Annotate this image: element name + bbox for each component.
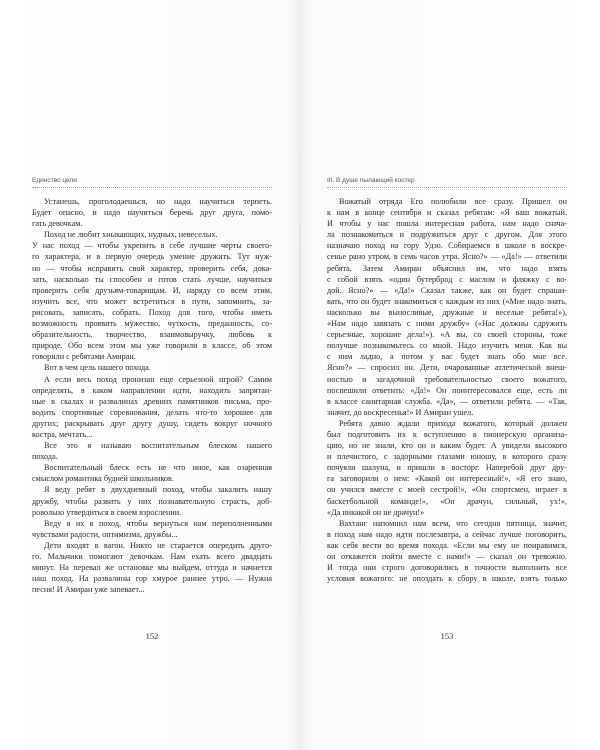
text-line: к нам в конце сентября и сказал ребятам: «Я ваш вожатый. bbox=[327, 208, 567, 218]
text-line: значит, до воскресенья!» И Амиран ушел. bbox=[327, 407, 474, 417]
text-line: говорили с ребятами Амиран. bbox=[32, 352, 136, 362]
text-line: условия вожатого: не опоздать к сбору в школе, взять только bbox=[327, 574, 567, 584]
text-line: с собой взять «один бутерброд с маслом и фляжку с во- bbox=[327, 274, 567, 284]
text-line: смыслом романтика будней школьников. bbox=[32, 474, 174, 484]
text-line: костра, мечтать... bbox=[32, 429, 93, 439]
text-line: гать девочкам. bbox=[32, 219, 83, 229]
text-line: Будет опасно, и надо научиться беречь друг друга, помо- bbox=[32, 208, 272, 218]
text-line: дой. Ясно?» — «Да!» Сказал также, как он будет спраши- bbox=[327, 285, 567, 295]
text-line: образительность, творчество, взаимовыручку, любовь к bbox=[32, 330, 272, 340]
text-line: серьезные, хорошие дела!»). «А вы, со своей стороны, тоже bbox=[327, 330, 567, 340]
left-page bbox=[32, 176, 272, 641]
text-line: наш поход. На развалины гор хмурое раннее утро. — Нужна bbox=[32, 574, 272, 584]
text-line: ные в скалах и развалинах древних памятников письма, про- bbox=[32, 396, 272, 406]
text-line: Устанешь, проголодаешься, но надо научиться терпеть. bbox=[44, 197, 272, 206]
text-line: возможность проявить мужество, чуткость, преданность, со- bbox=[32, 319, 272, 329]
text-line: Вожатый отряда Его полюбили все сразу. Пришел он bbox=[339, 197, 567, 206]
text-line: сенье рано утром, в семь часов утра. Ясно?» — «Да!» — ответили bbox=[327, 252, 567, 262]
text-line: чувствами радости, оптимизма, дружбы... bbox=[32, 529, 178, 539]
text-line: цию, но не знали, кто он и каким будет. А увидели высокого bbox=[327, 441, 567, 451]
text-line: Воспитательный блеск есть не что иное, как озаренная bbox=[44, 463, 272, 473]
text-line: был подготовить их к вступлению в пионерскую организа- bbox=[327, 429, 567, 439]
page-number-right: 153 bbox=[440, 631, 454, 641]
text-line: «Да никакой он не драчун!» bbox=[327, 507, 425, 517]
text-line: «Нам надо завязать с ними дружбу» («Нас должны сдружить bbox=[327, 319, 567, 329]
text-line: И чтобы у нас пошла интересная работа, нам надо снача- bbox=[327, 219, 567, 229]
text-line: Вот в чем цель нашего похода. bbox=[44, 363, 151, 373]
text-line: минут. На перевал же остановке мы выйдем, оттуда и начнется bbox=[32, 563, 272, 573]
text-line: го. Мальчики помогают девочкам. Нам ехать всего двадцать bbox=[32, 552, 272, 561]
text-line: Веду я их в поход, чтобы вернуться нам переполненными bbox=[44, 518, 272, 528]
left-page-text bbox=[32, 196, 272, 595]
text-line: дружбу, чтобы развить у них познавательную страсть, доб- bbox=[32, 496, 272, 506]
page-number-left: 152 bbox=[145, 631, 159, 641]
text-line: песня! И Амиран уже запевает... bbox=[32, 585, 145, 595]
running-head-right: III. В душе пылающий костер bbox=[327, 176, 567, 188]
text-line: вать, что он будет знакомиться с каждым из них («Мне надо знать, bbox=[327, 296, 567, 306]
text-line: баскетбольной команде!», «Он драчун, сильный, ух!», bbox=[327, 496, 567, 506]
text-line: Вахтанг напомнил нам всем, что сегодня пятница, значит, bbox=[339, 518, 567, 528]
text-line: Все это я называю воспитательным блеском нашего bbox=[44, 441, 272, 451]
text-line: Поход не любит хныкающих, нудных, невеселых. bbox=[44, 230, 218, 240]
text-line: определять, в каком направлении идти, находить запрятан- bbox=[32, 385, 272, 395]
text-line: Дети входят в вагон. Никто не старается опередить друго- bbox=[44, 540, 272, 550]
text-line: Ясно?» — спросил он. Дети, очарованные атлетической внеш- bbox=[327, 363, 567, 373]
text-line: он откажется пойти вместе с нами!» — сказал он тревожно. bbox=[327, 552, 567, 561]
text-line: ностью и загадочной требовательностью своего вожатого, bbox=[327, 374, 567, 384]
text-line: А если весь поход пронизан еще серьезной игрой? Самим bbox=[44, 374, 272, 384]
text-line: получше познакомьтесь со мной. Надо изучить меня. Как вы bbox=[327, 341, 567, 351]
text-line: водить спортивные соревнования, делать что-то хорошее для bbox=[32, 407, 272, 417]
text-line: природе. Обо всем этом мы уже говорили в классе, об этом bbox=[32, 341, 272, 351]
text-line: ребята. Затем Амиран объяснил им, что надо взять bbox=[327, 263, 567, 273]
text-line: но — чтобы исправить свой характер, проверить себя, дока- bbox=[32, 263, 272, 273]
text-line: изучить все, что может встретиться в пути, запомнить, за- bbox=[32, 296, 272, 306]
text-line: ла познакомиться и подружиться друг с другом. Для этого bbox=[327, 230, 567, 240]
text-line: он учился вместе с моей сестрой!», «Он спортсмен, играет в bbox=[327, 485, 567, 495]
text-line: И тогда они строго договорились в точности выполнить все bbox=[327, 563, 567, 573]
right-page bbox=[327, 176, 567, 641]
text-line: как себя вести во время похода. «Если мы ему не понравимся, bbox=[327, 540, 567, 550]
text-line: почуяли шалуна, и пришли в восторг. Наперебой друг дру- bbox=[327, 463, 567, 473]
text-line: в поход нам надо идти послезавтра, а сейчас лучше поговорить, bbox=[327, 529, 567, 539]
text-line: Ребята давно ждали прихода вожатого, который должен bbox=[339, 418, 567, 428]
text-line: У нас поход — чтобы укрепить в себе лучшие черты своего- bbox=[32, 241, 272, 251]
book-gutter bbox=[299, 150, 301, 620]
text-line: го характера, и в первую очередь умение дружить. Тут нуж- bbox=[32, 252, 272, 262]
text-line: проверить себя друзьям-товарищам. И, наряду со всем этим, bbox=[32, 285, 272, 295]
text-line: насколько вы выносливые, дружные и веселые ребята!»), bbox=[327, 307, 567, 317]
right-page-text bbox=[327, 196, 567, 584]
text-line: в классе санитарная служба. «Да», — ответили ребята. — «Так, bbox=[327, 396, 567, 406]
text-line: назначаю поход на гору Удзо. Собираемся в школе в воскре- bbox=[327, 241, 567, 251]
text-line: Я веду ребят в двухдневный поход, чтобы закалить нашу bbox=[44, 485, 272, 495]
running-head-left: Единство цели bbox=[32, 176, 272, 188]
text-line: похода. bbox=[32, 452, 58, 462]
text-line: и плечистого, с задорными глазами юношу, в которого сразу bbox=[327, 452, 567, 462]
text-line: ровольно утвердиться в своем взрослении. bbox=[32, 507, 182, 517]
text-line: поспешили ответить: «Да!» Он поинтересовался еще, есть ли bbox=[327, 385, 567, 395]
text-line: других; раскрывать друг другу душу, сидеть вокруг ночного bbox=[32, 418, 272, 428]
text-line: с ним ладно, а потом у вас будет знать обо мне все. bbox=[327, 352, 567, 362]
text-line: зать, насколько ты способен и готов стать лучше, научиться bbox=[32, 274, 272, 284]
text-line: га заговорили о нем: «Какой он интересный!», «Я его знаю, bbox=[327, 474, 567, 484]
text-line: рисовать, записать, собрать. Поход для того, чтобы иметь bbox=[32, 307, 272, 317]
